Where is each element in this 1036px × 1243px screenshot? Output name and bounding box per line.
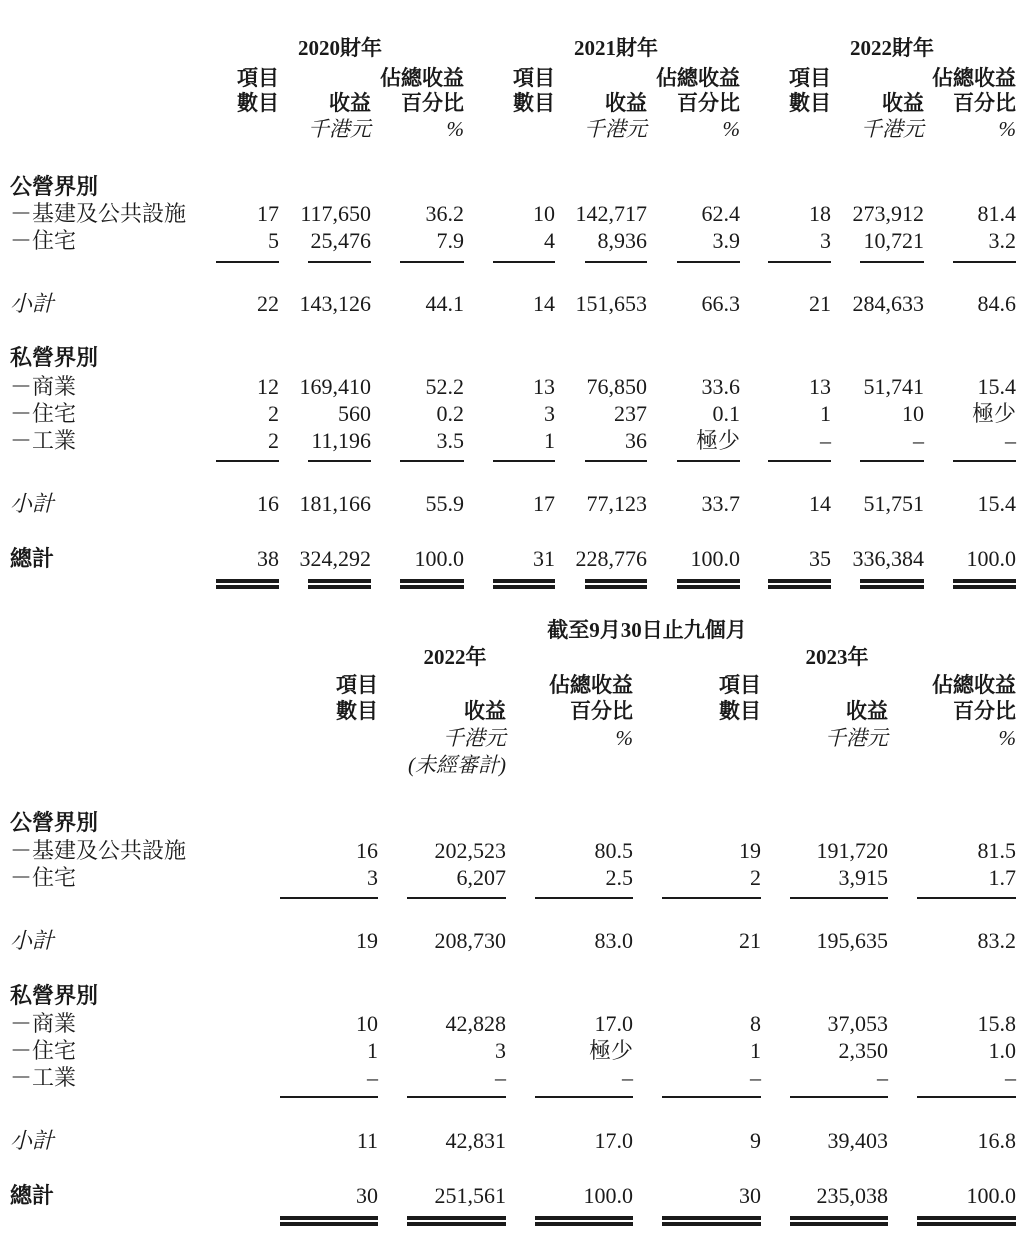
t1-cell: 142,717 <box>575 201 647 226</box>
t1-g2-items-line1: 項目 <box>513 66 555 90</box>
t2-cell: 191,720 <box>816 838 888 863</box>
t1-cell: 284,633 <box>852 291 924 316</box>
t1-cell: 100.0 <box>414 546 464 571</box>
t1-g3-items-line1: 項目 <box>789 66 831 90</box>
t2-cell: 11 <box>356 1128 378 1153</box>
t1-rule <box>585 460 647 462</box>
t1-cell: 1 <box>820 401 831 426</box>
t1-cell: 13 <box>533 374 555 399</box>
t2-g2-pct-unit: % <box>998 726 1016 750</box>
t2-rule <box>790 897 888 899</box>
t2-g2-items-line1: 項目 <box>719 673 761 697</box>
t1-cell: 44.1 <box>425 291 464 316</box>
t1-cell: 51,751 <box>863 491 924 516</box>
t1-row-label: －住宅 <box>10 228 77 253</box>
t1-rule <box>493 460 555 462</box>
t1-g3-revenue: 收益 <box>882 91 924 115</box>
t2-cell: 極少 <box>588 1038 633 1063</box>
t1-cell: 151,653 <box>575 291 647 316</box>
t2-rule <box>535 897 633 899</box>
t1-cell: – <box>1005 428 1016 453</box>
t1-g3-items-line2: 數目 <box>789 91 831 115</box>
t1-cell: 14 <box>533 291 555 316</box>
t2-period-title: 截至9月30日止九個月 <box>547 618 747 642</box>
t1-cell: 62.4 <box>701 201 740 226</box>
t1-cell: – <box>820 428 831 453</box>
t2-g2-pct-line2: 百分比 <box>953 699 1016 723</box>
t1-cell: 22 <box>257 291 279 316</box>
t2-total-double-rule <box>407 1216 506 1226</box>
t1-cell: 17 <box>257 201 279 226</box>
t2-cell: 208,730 <box>434 928 506 953</box>
t1-cell: 81.4 <box>977 201 1016 226</box>
t2-cell: 235,038 <box>816 1183 888 1208</box>
t2-rule <box>790 1096 888 1098</box>
t1-cell: 7.9 <box>436 228 464 253</box>
t1-rule <box>308 261 371 263</box>
t2-cell: 1 <box>367 1038 378 1063</box>
t1-cell: 169,410 <box>299 374 371 399</box>
t1-year-2022: 2022財年 <box>850 36 934 60</box>
t1-cell: 10 <box>533 201 555 226</box>
t1-cell: 15.4 <box>977 491 1016 516</box>
t1-cell: 16 <box>257 491 279 516</box>
t1-rule <box>768 261 831 263</box>
t1-g1-pct-line2: 百分比 <box>401 91 464 115</box>
t2-cell: 16.8 <box>977 1128 1016 1153</box>
t1-cell: 3 <box>544 401 555 426</box>
t1-g2-revenue-unit: 千港元 <box>584 117 647 141</box>
t1-cell: 273,912 <box>852 201 924 226</box>
t2-row-label: －工業 <box>10 1065 77 1090</box>
t1-cell: 0.1 <box>712 401 740 426</box>
t2-g2-pct-line1: 佔總收益 <box>932 673 1016 697</box>
t2-row-label: －住宅 <box>10 865 77 890</box>
t1-cell: 17 <box>533 491 555 516</box>
t1-rule <box>860 261 924 263</box>
t1-cell: 3.9 <box>712 228 740 253</box>
t2-cell: 42,831 <box>445 1128 506 1153</box>
t1-rule <box>677 261 740 263</box>
t2-cell: 37,053 <box>827 1011 888 1036</box>
t1-g3-pct-line2: 百分比 <box>953 91 1016 115</box>
t1-total-double-rule <box>308 579 371 589</box>
t2-cell: 83.2 <box>977 928 1016 953</box>
t1-row-label: 小計 <box>10 291 55 316</box>
t2-cell: – <box>750 1065 761 1090</box>
t2-cell: 19 <box>356 928 378 953</box>
t2-cell: 2,350 <box>838 1038 888 1063</box>
t1-row-label: －商業 <box>10 374 77 399</box>
t2-g1-revenue: 收益 <box>464 699 506 723</box>
t2-g1-pct-line1: 佔總收益 <box>549 673 633 697</box>
t2-row-label: －商業 <box>10 1011 77 1036</box>
t1-cell: 31 <box>533 546 555 571</box>
t2-cell: 3 <box>367 865 378 890</box>
t2-g1-pct-line2: 百分比 <box>570 699 633 723</box>
t2-cell: 8 <box>750 1011 761 1036</box>
t1-cell: 100.0 <box>690 546 740 571</box>
t1-cell: 38 <box>257 546 279 571</box>
t1-rule <box>860 460 924 462</box>
t1-cell: 3 <box>820 228 831 253</box>
t1-cell: 15.4 <box>977 374 1016 399</box>
t1-cell: 35 <box>809 546 831 571</box>
t1-g3-pct-unit: % <box>998 117 1016 141</box>
t1-row-label: －工業 <box>10 428 77 453</box>
t2-cell: – <box>877 1065 888 1090</box>
t1-rule <box>677 460 740 462</box>
t2-row-label: 私營界別 <box>10 983 99 1008</box>
t1-cell: 55.9 <box>425 491 464 516</box>
t1-year-2020: 2020財年 <box>298 36 382 60</box>
t1-cell: 237 <box>614 401 647 426</box>
t1-cell: 100.0 <box>966 546 1016 571</box>
t2-cell: 81.5 <box>977 838 1016 863</box>
t1-rule <box>953 460 1016 462</box>
t1-g2-pct-unit: % <box>722 117 740 141</box>
t1-cell: – <box>913 428 924 453</box>
t1-cell: 51,741 <box>863 374 924 399</box>
t2-g1-pct-unit: % <box>615 726 633 750</box>
t2-cell: 2 <box>750 865 761 890</box>
t1-total-double-rule <box>216 579 279 589</box>
t2-cell: 30 <box>356 1183 378 1208</box>
t1-cell: 336,384 <box>852 546 924 571</box>
t1-year-2021: 2021財年 <box>574 36 658 60</box>
t2-rule <box>662 1096 761 1098</box>
t1-rule <box>493 261 555 263</box>
t2-total-double-rule <box>535 1216 633 1226</box>
t2-rule <box>407 1096 506 1098</box>
t1-rule <box>953 261 1016 263</box>
t1-g2-pct-line1: 佔總收益 <box>656 66 740 90</box>
t1-cell: 117,650 <box>300 201 371 226</box>
t2-total-double-rule <box>790 1216 888 1226</box>
t2-cell: 19 <box>739 838 761 863</box>
t2-cell: 9 <box>750 1128 761 1153</box>
t1-cell: 324,292 <box>299 546 371 571</box>
t1-g1-pct-line1: 佔總收益 <box>380 66 464 90</box>
t2-g1-unaudited: (未經審計) <box>408 753 506 777</box>
t1-cell: 4 <box>544 228 555 253</box>
t1-rule <box>308 460 371 462</box>
t2-cell: 17.0 <box>594 1128 633 1153</box>
t1-total-double-rule <box>400 579 464 589</box>
t1-g1-items-line1: 項目 <box>237 66 279 90</box>
t1-cell: 13 <box>809 374 831 399</box>
t1-cell: 3.5 <box>436 428 464 453</box>
t1-cell: 33.6 <box>701 374 740 399</box>
t2-cell: 251,561 <box>434 1183 506 1208</box>
t2-cell: 1.0 <box>988 1038 1016 1063</box>
t2-row-label: －住宅 <box>10 1038 77 1063</box>
t1-cell: 11,196 <box>311 428 371 453</box>
t1-row-label: 公營界別 <box>10 174 99 199</box>
t1-cell: 14 <box>809 491 831 516</box>
t2-rule <box>917 1096 1016 1098</box>
t1-cell: 2 <box>268 428 279 453</box>
t1-total-double-rule <box>860 579 924 589</box>
t2-cell: 16 <box>356 838 378 863</box>
t2-year-2023: 2023年 <box>805 645 869 669</box>
t2-row-label: 公營界別 <box>10 810 99 835</box>
t1-cell: 181,166 <box>299 491 371 516</box>
t2-total-double-rule <box>280 1216 378 1226</box>
t1-cell: 76,850 <box>586 374 647 399</box>
t2-g1-items-line1: 項目 <box>336 673 378 697</box>
t2-rule <box>407 897 506 899</box>
t1-row-label: 小計 <box>10 491 55 516</box>
t1-cell: 228,776 <box>575 546 647 571</box>
t2-cell: 2.5 <box>605 865 633 890</box>
t2-rule <box>280 1096 378 1098</box>
t2-row-label: －基建及公共設施 <box>10 838 187 863</box>
t2-cell: 100.0 <box>583 1183 633 1208</box>
t2-g2-revenue-unit: 千港元 <box>825 726 888 750</box>
t1-g2-pct-line2: 百分比 <box>677 91 740 115</box>
t1-total-double-rule <box>585 579 647 589</box>
t1-cell: 18 <box>809 201 831 226</box>
t2-cell: 3 <box>495 1038 506 1063</box>
t1-cell: 77,123 <box>586 491 647 516</box>
t1-g3-revenue-unit: 千港元 <box>861 117 924 141</box>
t1-cell: 143,126 <box>299 291 371 316</box>
t2-cell: – <box>495 1065 506 1090</box>
t1-total-double-rule <box>493 579 555 589</box>
t2-rule <box>662 897 761 899</box>
t1-rule <box>400 261 464 263</box>
t2-cell: – <box>367 1065 378 1090</box>
t1-g1-items-line2: 數目 <box>237 91 279 115</box>
t2-g1-revenue-unit: 千港元 <box>443 726 506 750</box>
t1-row-label: 私營界別 <box>10 345 99 370</box>
t2-total-double-rule <box>917 1216 1016 1226</box>
t1-cell: 1 <box>544 428 555 453</box>
t1-row-label: －基建及公共設施 <box>10 201 187 226</box>
t1-rule <box>400 460 464 462</box>
t1-cell: 0.2 <box>436 401 464 426</box>
t1-cell: 5 <box>268 228 279 253</box>
t1-rule <box>768 460 831 462</box>
t1-cell: 21 <box>809 291 831 316</box>
t2-cell: 3,915 <box>838 865 888 890</box>
t2-rule <box>917 897 1016 899</box>
t2-g2-items-line2: 數目 <box>719 699 761 723</box>
t2-row-label: 小計 <box>10 928 55 953</box>
t2-total-double-rule <box>662 1216 761 1226</box>
t2-cell: 39,403 <box>827 1128 888 1153</box>
t1-rule <box>216 460 279 462</box>
t2-cell: 10 <box>356 1011 378 1036</box>
t1-total-double-rule <box>768 579 831 589</box>
t1-cell: 極少 <box>971 401 1016 426</box>
t2-cell: 100.0 <box>966 1183 1016 1208</box>
t1-cell: 2 <box>268 401 279 426</box>
t2-cell: 80.5 <box>594 838 633 863</box>
t1-rule <box>216 261 279 263</box>
t2-cell: 1 <box>750 1038 761 1063</box>
t1-row-label: 總計 <box>10 546 55 571</box>
t2-year-2022: 2022年 <box>423 645 487 669</box>
t1-cell: 52.2 <box>425 374 464 399</box>
t1-cell: 36.2 <box>425 201 464 226</box>
t2-cell: 202,523 <box>434 838 506 863</box>
t2-g2-revenue: 收益 <box>846 699 888 723</box>
t2-cell: 1.7 <box>988 865 1016 890</box>
t1-g2-revenue: 收益 <box>605 91 647 115</box>
t1-cell: 66.3 <box>701 291 740 316</box>
t1-g1-revenue-unit: 千港元 <box>308 117 371 141</box>
t1-cell: 25,476 <box>310 228 371 253</box>
t1-rule <box>585 261 647 263</box>
t2-g1-items-line2: 數目 <box>336 699 378 723</box>
t1-cell: 33.7 <box>701 491 740 516</box>
t2-cell: 30 <box>739 1183 761 1208</box>
t1-cell: 8,936 <box>597 228 647 253</box>
t1-g3-pct-line1: 佔總收益 <box>932 66 1016 90</box>
t1-cell: 36 <box>625 428 647 453</box>
t1-g1-pct-unit: % <box>446 117 464 141</box>
t1-total-double-rule <box>953 579 1016 589</box>
t1-cell: 560 <box>338 401 371 426</box>
t2-cell: 6,207 <box>456 865 506 890</box>
t2-cell: – <box>622 1065 633 1090</box>
t1-cell: 10,721 <box>863 228 924 253</box>
t2-row-label: 小計 <box>10 1128 55 1153</box>
t1-cell: 3.2 <box>988 228 1016 253</box>
t1-g2-items-line2: 數目 <box>513 91 555 115</box>
t1-row-label: －住宅 <box>10 401 77 426</box>
t2-rule <box>280 897 378 899</box>
t1-cell: 10 <box>902 401 924 426</box>
t1-total-double-rule <box>677 579 740 589</box>
t2-rule <box>535 1096 633 1098</box>
t2-cell: – <box>1005 1065 1016 1090</box>
t2-cell: 83.0 <box>594 928 633 953</box>
t1-g1-revenue: 收益 <box>329 91 371 115</box>
t2-row-label: 總計 <box>10 1183 55 1208</box>
t1-cell: 12 <box>257 374 279 399</box>
t1-cell: 極少 <box>695 428 740 453</box>
t2-cell: 195,635 <box>816 928 888 953</box>
t2-cell: 21 <box>739 928 761 953</box>
t2-cell: 15.8 <box>977 1011 1016 1036</box>
t2-cell: 42,828 <box>445 1011 506 1036</box>
t2-cell: 17.0 <box>594 1011 633 1036</box>
t1-cell: 84.6 <box>977 291 1016 316</box>
